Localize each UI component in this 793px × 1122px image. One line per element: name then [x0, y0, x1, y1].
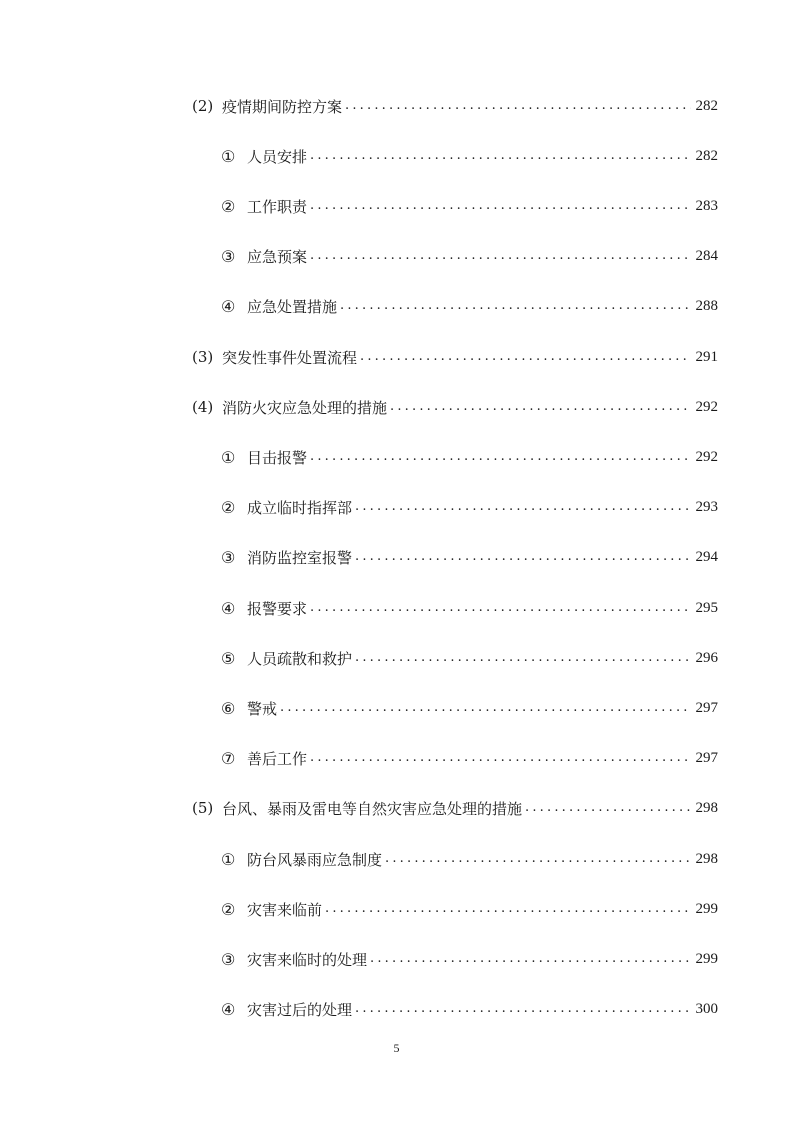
toc-entry-title: 人员疏散和救护: [247, 649, 353, 668]
toc-entry-title: 警戒: [247, 699, 278, 718]
toc-entry-title: 成立临时指挥部: [247, 498, 353, 517]
toc-entry[interactable]: [221, 144, 718, 168]
toc-entry-page: 295: [695, 599, 718, 616]
toc-entry-title: 报警要求: [247, 599, 308, 618]
toc-entry[interactable]: [192, 345, 718, 369]
toc-entry-marker: ⑤: [221, 648, 236, 668]
toc-entry-marker: (3): [192, 348, 214, 366]
toc-entry-marker: ⑥: [221, 698, 236, 718]
toc-entry-page: 297: [695, 749, 718, 766]
toc-entry-title: 消防监控室报警: [247, 548, 353, 567]
toc-entry-title: 目击报警: [247, 448, 308, 467]
toc-entry-page: 293: [695, 498, 718, 515]
toc-entry[interactable]: [221, 545, 718, 569]
toc-entry-title: 灾害过后的处理: [247, 1000, 353, 1019]
toc-entry-page: 283: [695, 197, 718, 214]
toc-entry-marker: ④: [221, 999, 236, 1019]
dot-leader: [370, 947, 690, 971]
toc-entry[interactable]: [221, 445, 718, 469]
toc-entry-page: 282: [695, 97, 718, 114]
toc-entry[interactable]: [192, 94, 718, 118]
toc-entry-marker: ①: [221, 447, 236, 467]
toc-entry-title: 防台风暴雨应急制度: [247, 850, 383, 869]
toc-entry-marker: ③: [221, 547, 236, 567]
dot-leader: [360, 345, 690, 369]
dot-leader: [310, 194, 690, 218]
dot-leader: [355, 646, 690, 670]
dot-leader: [325, 897, 690, 921]
toc-entry-title: 人员安排: [247, 147, 308, 166]
toc-entry-title: 灾害来临时的处理: [247, 950, 368, 969]
toc-entry-marker: (4): [192, 398, 214, 416]
toc-entry[interactable]: [221, 495, 718, 519]
toc-entry[interactable]: [221, 947, 718, 971]
toc-entry-marker: ③: [221, 246, 236, 266]
toc-entry[interactable]: [221, 194, 718, 218]
dot-leader: [345, 94, 690, 118]
toc-entry-title: 消防火灾应急处理的措施: [222, 398, 388, 417]
toc-entry-marker: ②: [221, 899, 236, 919]
toc-entry-title: 突发性事件处置流程: [222, 348, 358, 367]
toc-entry-title: 善后工作: [247, 749, 308, 768]
toc-entry-marker: ①: [221, 146, 236, 166]
toc-entry[interactable]: [221, 897, 718, 921]
dot-leader: [355, 997, 690, 1021]
page-number: 5: [393, 1041, 400, 1055]
dot-leader: [310, 144, 690, 168]
toc-entry-page: 294: [695, 548, 718, 565]
toc-entry-page: 292: [695, 448, 718, 465]
toc-entry-marker: ①: [221, 849, 236, 869]
dot-leader: [280, 696, 690, 720]
dot-leader: [310, 445, 690, 469]
toc-entry-page: 284: [695, 247, 718, 264]
dot-leader: [310, 746, 690, 770]
toc-entry[interactable]: [221, 646, 718, 670]
toc-entry-page: 299: [695, 900, 718, 917]
dot-leader: [310, 244, 690, 268]
toc-entry-page: 300: [695, 1000, 718, 1017]
toc-entry[interactable]: [221, 847, 718, 871]
dot-leader: [355, 495, 690, 519]
toc-entry[interactable]: [221, 596, 718, 620]
toc-entry-page: 288: [695, 297, 718, 314]
toc-entry[interactable]: [221, 746, 718, 770]
toc-entry-title: 应急处置措施: [247, 297, 338, 316]
toc-entry-title: 灾害来临前: [247, 900, 323, 919]
toc-entry[interactable]: [221, 244, 718, 268]
toc-entry-marker: ③: [221, 949, 236, 969]
toc-entry[interactable]: [192, 796, 718, 820]
dot-leader: [340, 294, 690, 318]
dot-leader: [525, 796, 690, 820]
toc-entry-title: 工作职责: [247, 197, 308, 216]
toc-entry-page: 298: [695, 799, 718, 816]
toc-entry-page: 299: [695, 950, 718, 967]
toc-entry-title: 台风、暴雨及雷电等自然灾害应急处理的措施: [222, 799, 523, 818]
toc-entry-page: 282: [695, 147, 718, 164]
toc-entry-marker: ④: [221, 296, 236, 316]
toc-entry-marker: (5): [192, 799, 214, 817]
toc-entry-page: 297: [695, 699, 718, 716]
dot-leader: [390, 395, 690, 419]
toc-entry[interactable]: [221, 997, 718, 1021]
toc-entry-page: 291: [695, 348, 718, 365]
toc-entry-title: 应急预案: [247, 247, 308, 266]
toc-entry-marker: ⑦: [221, 748, 236, 768]
toc-entry[interactable]: [192, 395, 718, 419]
toc-entry[interactable]: [221, 294, 718, 318]
toc-entry-page: 292: [695, 398, 718, 415]
toc-entry-page: 296: [695, 649, 718, 666]
toc-entry-marker: (2): [192, 97, 214, 115]
toc-entry[interactable]: [221, 696, 718, 720]
toc-entry-title: 疫情期间防控方案: [222, 97, 343, 116]
toc-entry-marker: ②: [221, 196, 236, 216]
toc-entry-marker: ②: [221, 497, 236, 517]
dot-leader: [310, 596, 690, 620]
dot-leader: [385, 847, 690, 871]
toc-entry-marker: ④: [221, 598, 236, 618]
toc-entry-page: 298: [695, 850, 718, 867]
dot-leader: [355, 545, 690, 569]
